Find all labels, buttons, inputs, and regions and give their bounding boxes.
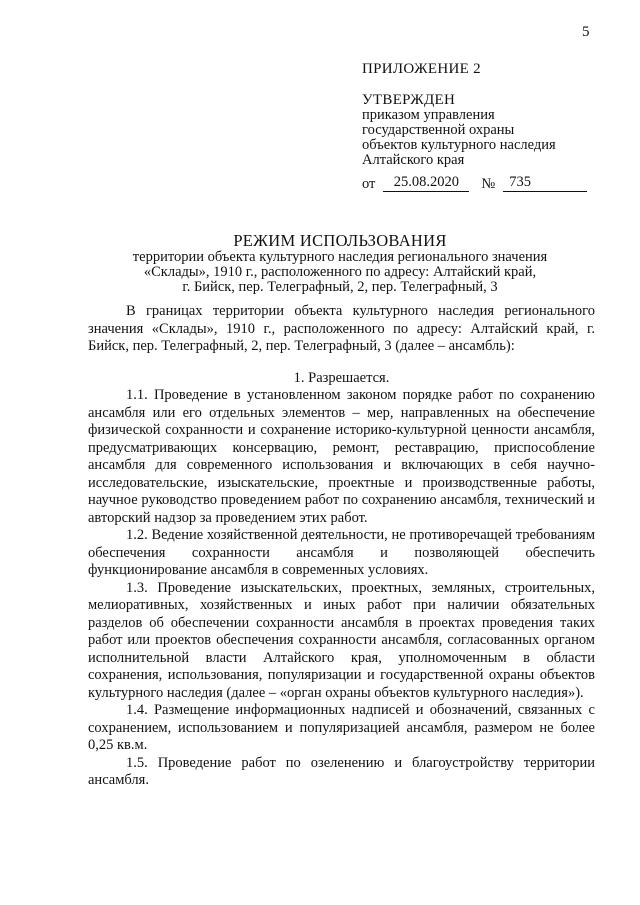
title-block: [100, 232, 580, 295]
page-number: 5: [582, 24, 590, 40]
approval-line: объектов культурного наследия: [362, 137, 556, 153]
approval-line: Алтайского края: [362, 152, 465, 168]
appendix-label: ПРИЛОЖЕНИЕ 2: [362, 61, 481, 77]
document-body: [88, 303, 595, 790]
clause-1-3: 1.3. Проведение изыскательских, проектных, земляных, строительных, мелиоративных, хозяйственных и иных работ при наличии обязательных разделов об обеспечении сохранности ансамбля в проектах проведения таких работ или проектов обеспечения сохранности ансамбля, согласованных органом исполнительной власти Алтайского края, уполномоченным в области сохранения, использования, популяризации и государственной охраны объектов культурного наследия (далее – «орган охраны объектов культурного наследия»).: [88, 579, 595, 701]
clause-1-4: 1.4. Размещение информационных надписей и обозначений, связанных с сохранением, использованием и популяризацией ансамбля, размером не более 0,25 кв.м.: [88, 702, 595, 753]
section-title: 1. Разрешается.: [293, 369, 390, 386]
clause-1-1: 1.1. Проведение в установленном законом порядке работ по сохранению ансамбля или его отдельных элементов – мер, направленных на обеспечение физической сохранности и сохранение историко-культурной ценности ансамбля, предусматривающих консервацию, ремонт, реставрацию, приспособление ансамбля для современного использования и включающих в себя научно-исследовательские, изыскательские, проектные и производственные работы, научное руководство проведением работ по сохранению ансамбля, технический и авторский надзор за проведением этих работ.: [88, 387, 595, 526]
number-label: №: [481, 176, 496, 192]
clause-1-5: 1.5. Проведение работ по озеленению и благоустройству территории ансамбля.: [88, 754, 595, 788]
subtitle-line: г. Бийск, пер. Телеграфный, 2, пер. Телеграфный, 3: [182, 279, 498, 295]
document-title: РЕЖИМ ИСПОЛЬЗОВАНИЯ: [233, 231, 447, 250]
approval-date-row: [362, 175, 602, 192]
approval-line: приказом управления: [362, 107, 495, 123]
approval-line: государственной охраны: [362, 122, 515, 138]
subtitle-line: «Склады», 1910 г., расположенного по адресу: Алтайский край,: [143, 264, 537, 280]
clause-1-2: 1.2. Ведение хозяйственной деятельности, не противоречащей требованиям обеспечения сохранности ансамбля и позволяющей обеспечить функционирование ансамбля в современных условиях.: [88, 527, 595, 578]
subtitle-line: территории объекта культурного наследия регионального значения: [132, 249, 548, 265]
date-label: от: [362, 176, 376, 192]
intro-paragraph: В границах территории объекта культурного наследия регионального значения «Склады», 1910 г., расположенного по адресу: Алтайский край, г. Бийск, пер. Телеграфный, 2, пер. Телеграфный, 3 (далее – ансамбль):: [88, 303, 595, 354]
approval-block: [362, 62, 602, 192]
date-value: 25.08.2020: [383, 175, 469, 192]
approved-label: УТВЕРЖДЕН: [362, 92, 456, 108]
number-value: 735: [503, 175, 587, 192]
